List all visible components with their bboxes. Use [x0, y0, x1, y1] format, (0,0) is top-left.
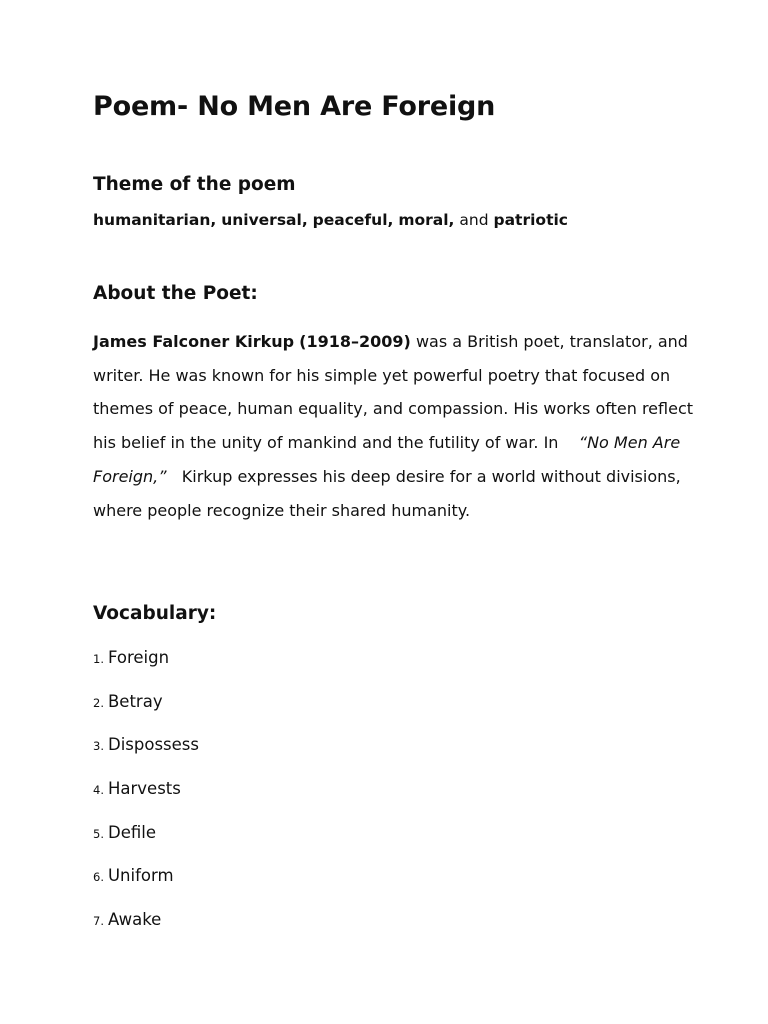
theme-item: universal, [221, 211, 308, 229]
list-item [93, 779, 199, 823]
vocab-word: Foreign [107, 648, 170, 667]
bio-text-1: was a British poet, translator, and writer. He was known for his simple yet powerful poetry that focused on themes of peace, human equality, and compassion. His works often reflect his belief in the unity of mankind and the futility of war. In [93, 332, 694, 453]
vocab-word: Uniform [107, 866, 174, 886]
list-number: 3. [93, 739, 104, 754]
list-number: 4. [93, 783, 104, 798]
list-item [93, 823, 199, 867]
vocabulary-heading: Vocabulary: [93, 603, 217, 624]
vocab-word: Harvests [107, 779, 181, 799]
poet-bio [93, 325, 693, 527]
theme-list [93, 211, 568, 229]
theme-heading: Theme of the poem [93, 174, 296, 195]
list-item [93, 648, 199, 692]
document-page [93, 0, 693, 1024]
poem-title: “No Men Are Foreign,” [93, 433, 681, 486]
bio-text-2: Kirkup expresses his deep desire for a world without divisions, where people recognize their shared humanity. [93, 466, 681, 520]
list-number: 7. [93, 914, 104, 929]
vocab-word: Dispossess [107, 735, 199, 755]
theme-conjunction: and [459, 211, 489, 229]
vocabulary-list [93, 648, 199, 954]
theme-item: patriotic [493, 211, 568, 229]
list-item [93, 692, 199, 736]
list-number: 6. [93, 870, 104, 885]
theme-item: moral, [398, 211, 455, 229]
list-item [93, 735, 199, 779]
poet-name: James Falconer Kirkup [93, 332, 295, 351]
vocab-word: Defile [107, 822, 156, 842]
theme-item: peaceful, [312, 211, 394, 229]
list-number: 5. [93, 826, 104, 841]
poet-heading: About the Poet: [93, 283, 258, 304]
list-number: 2. [93, 695, 104, 710]
poet-years: (1918–2009) [299, 332, 411, 351]
list-item [93, 866, 199, 910]
vocab-word: Betray [107, 691, 163, 711]
page-title: Poem- No Men Are Foreign [93, 91, 496, 122]
vocab-word: Awake [107, 910, 162, 930]
list-number: 1. [93, 652, 104, 666]
theme-item: humanitarian, [93, 211, 217, 229]
list-item [93, 910, 199, 954]
